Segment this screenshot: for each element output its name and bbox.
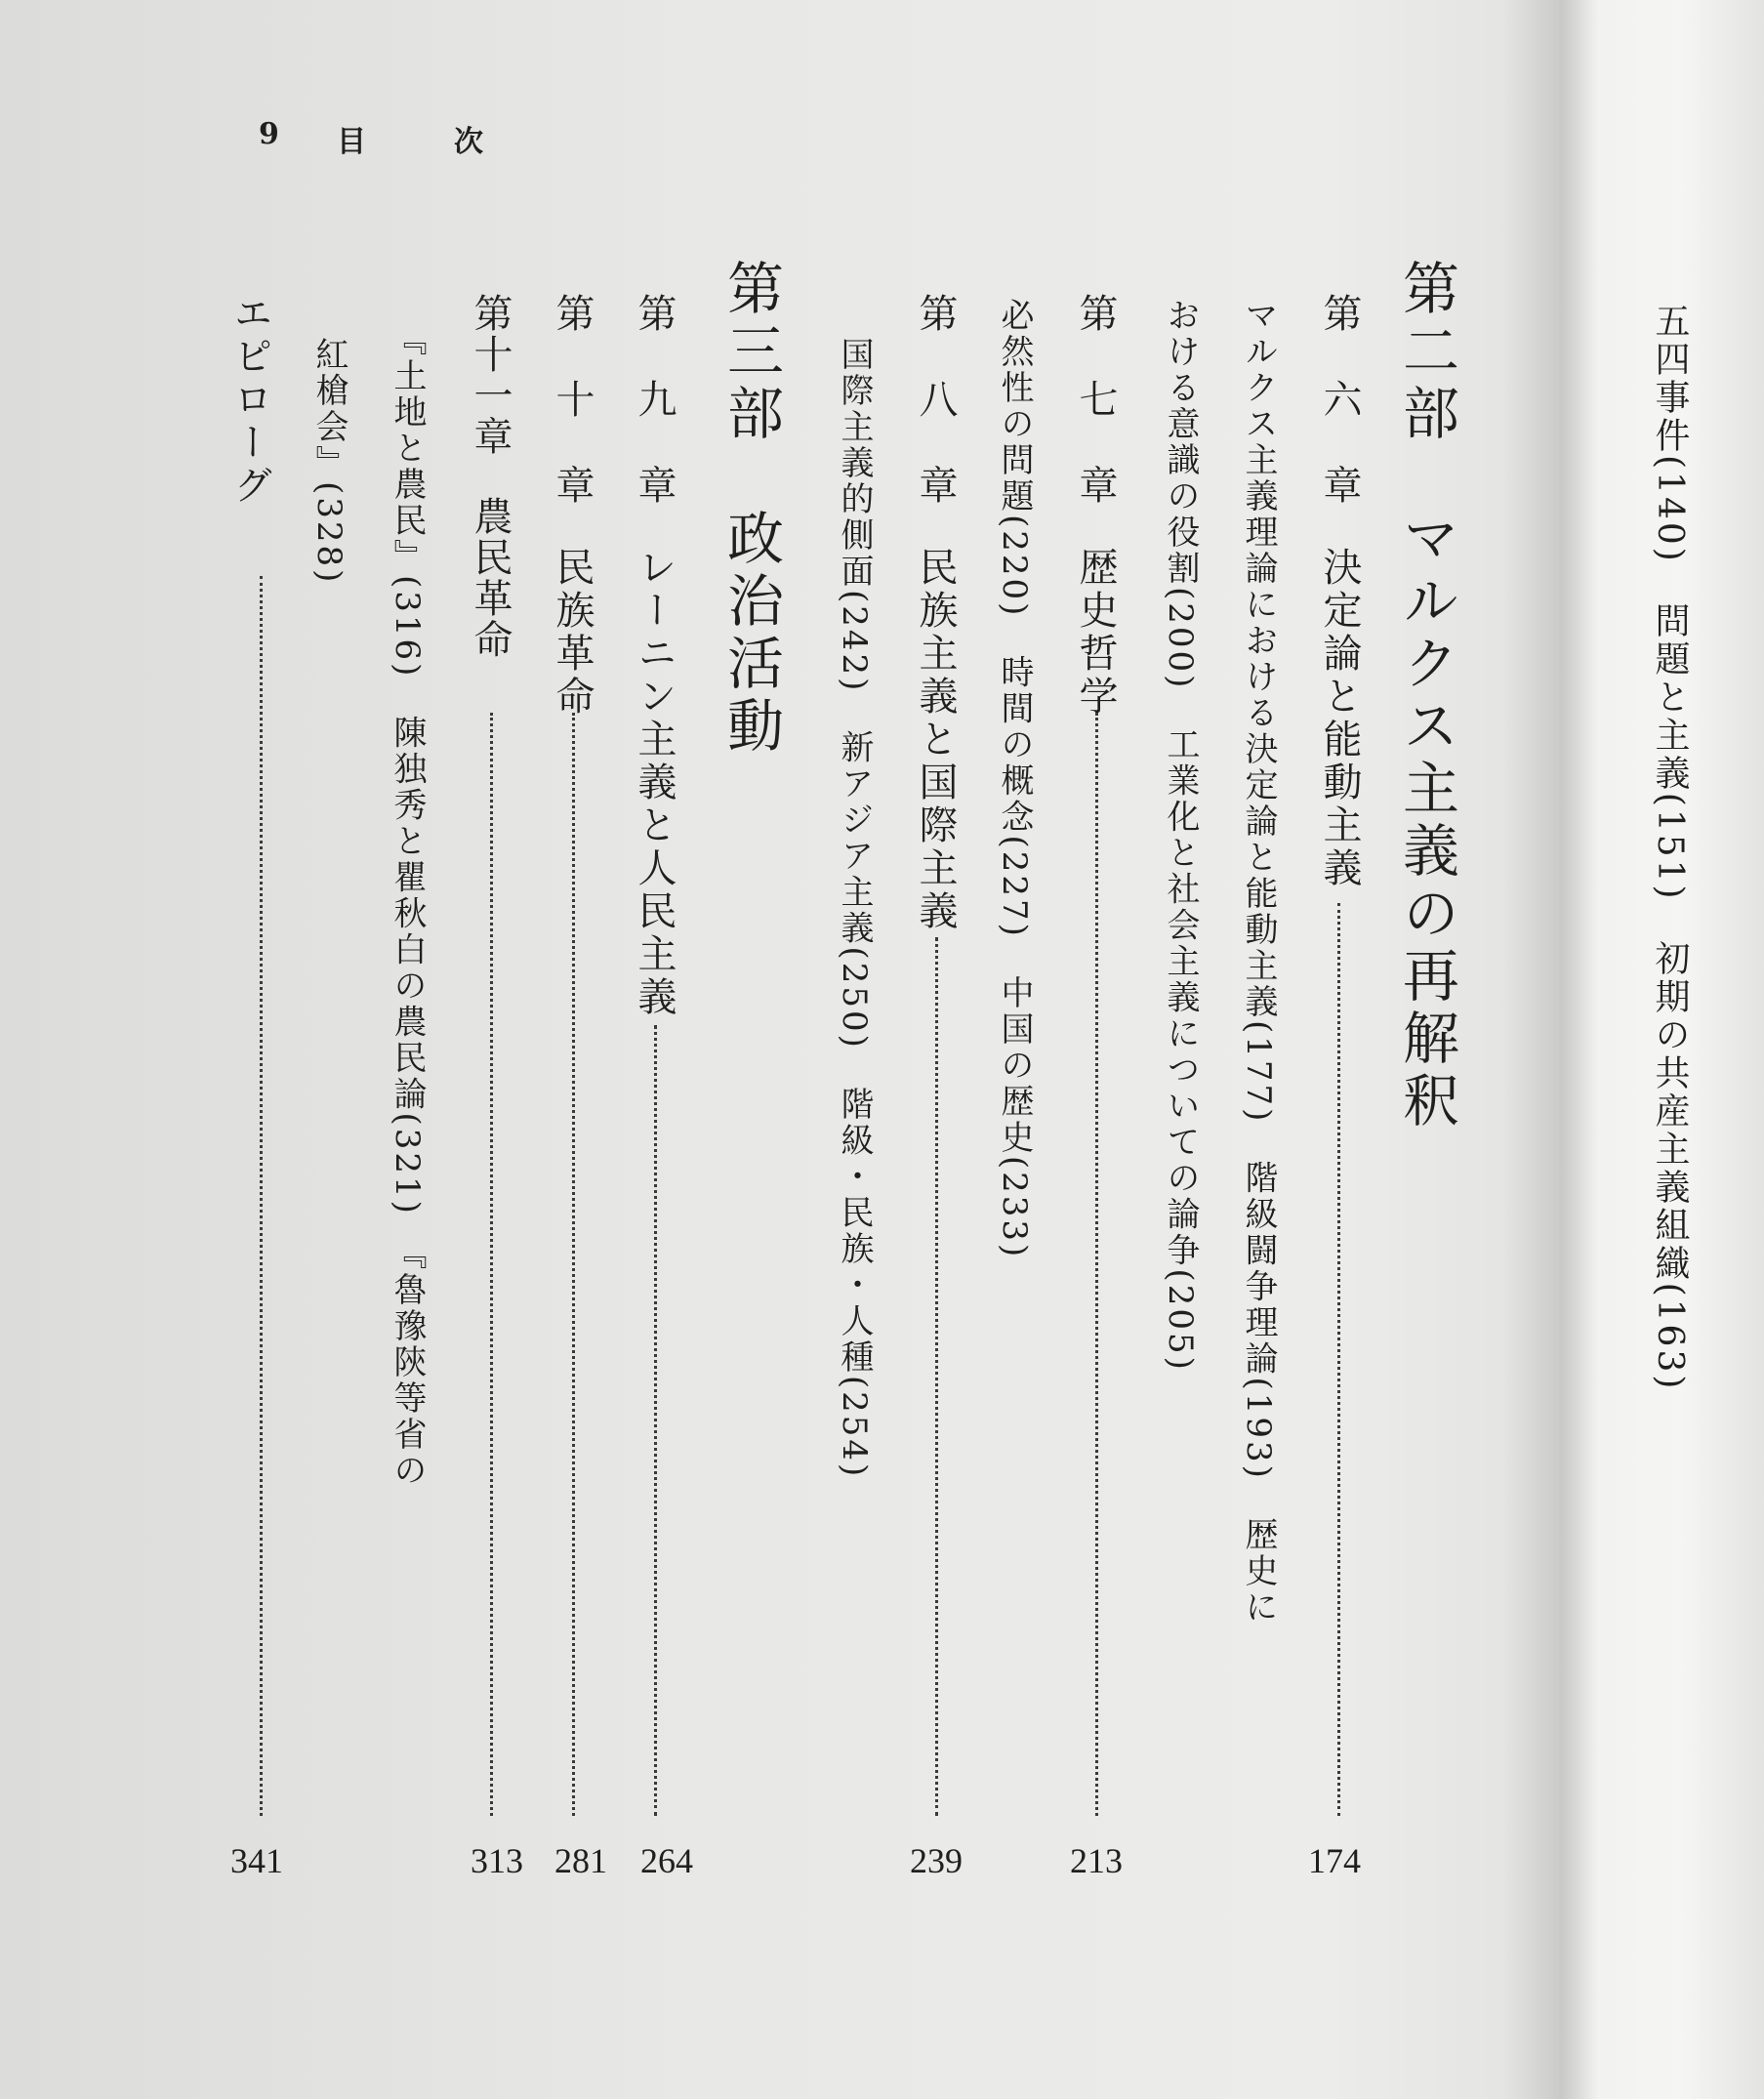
ch6-subsections-1: マルクス主義理論における決定論と能動主義(177) 階級闘争理論(193) 歴史に [1239, 298, 1278, 1626]
ch8-subsections-1: 国際主義的側面(242) 新アジア主義(250) 階級・民族・人種(254) [835, 337, 874, 1480]
ch7-subsections-1: 必然性の問題(220) 時間の概念(227) 中国の歴史(233) [995, 298, 1034, 1260]
ch6-page: 174 [1308, 1841, 1361, 1880]
epilogue-page: 341 [230, 1841, 283, 1880]
ch10-leader [572, 713, 575, 1816]
header-page-number: 9 [259, 117, 279, 151]
toc-entry-ch9[interactable] [632, 293, 677, 1019]
ch10-label: 第 十 章 [550, 293, 595, 508]
ch11-page: 313 [471, 1841, 523, 1880]
toc-entry-ch8[interactable] [913, 293, 958, 933]
epilogue-leader [260, 576, 263, 1816]
ch8-title: 民族主義と国際主義 [913, 547, 958, 933]
part3-heading: 第三部 政治活動 [718, 259, 784, 759]
ch11-subsections-2: 紅槍会』(328) [309, 337, 349, 586]
ch9-page: 264 [640, 1841, 693, 1880]
facing-page [1562, 0, 1764, 2099]
toc-entry-ch11[interactable] [468, 293, 513, 660]
toc-entry-ch7[interactable] [1073, 293, 1118, 719]
facing-page-subsections: 五四事件(140) 問題と主義(151) 初期の共産主義組織(163) [1650, 303, 1690, 1392]
ch11-title: 農民革命 [468, 496, 513, 660]
ch11-subsections-1: 『土地と農民』(316) 陳独秀と瞿秋白の農民論(321) 『魯豫陝等省の [388, 322, 427, 1489]
ch9-title: レーニン主義と人民主義 [632, 547, 677, 1019]
ch10-title: 民族革命 [550, 547, 595, 719]
ch6-label: 第 六 章 [1317, 293, 1362, 508]
ch11-leader [490, 713, 493, 1816]
ch6-title: 決定論と能動主義 [1317, 547, 1362, 890]
toc-entry-ch10[interactable] [550, 293, 595, 719]
ch8-page: 239 [910, 1841, 963, 1880]
ch8-leader [935, 937, 938, 1816]
part2-heading: 第二部 マルクス主義の再解釈 [1393, 259, 1459, 1133]
ch6-subsections-2: おける意識の役割(200) 工業化と社会主義についての論争(205) [1161, 298, 1200, 1373]
toc-entry-ch6[interactable] [1317, 293, 1362, 890]
epilogue-label: エピローグ [227, 293, 272, 508]
ch7-page: 213 [1070, 1841, 1123, 1880]
toc-entry-epilogue[interactable] [227, 293, 272, 508]
ch9-label: 第 九 章 [632, 293, 677, 508]
ch7-leader [1095, 713, 1098, 1816]
ch11-label: 第十一章 [468, 293, 513, 457]
ch7-label: 第 七 章 [1073, 293, 1118, 508]
ch7-title: 歴史哲学 [1073, 547, 1118, 719]
ch9-leader [654, 1025, 657, 1816]
ch10-page: 281 [554, 1841, 607, 1880]
header-title: 目 次 [337, 125, 513, 159]
ch8-label: 第 八 章 [913, 293, 958, 508]
ch6-leader [1337, 903, 1340, 1816]
